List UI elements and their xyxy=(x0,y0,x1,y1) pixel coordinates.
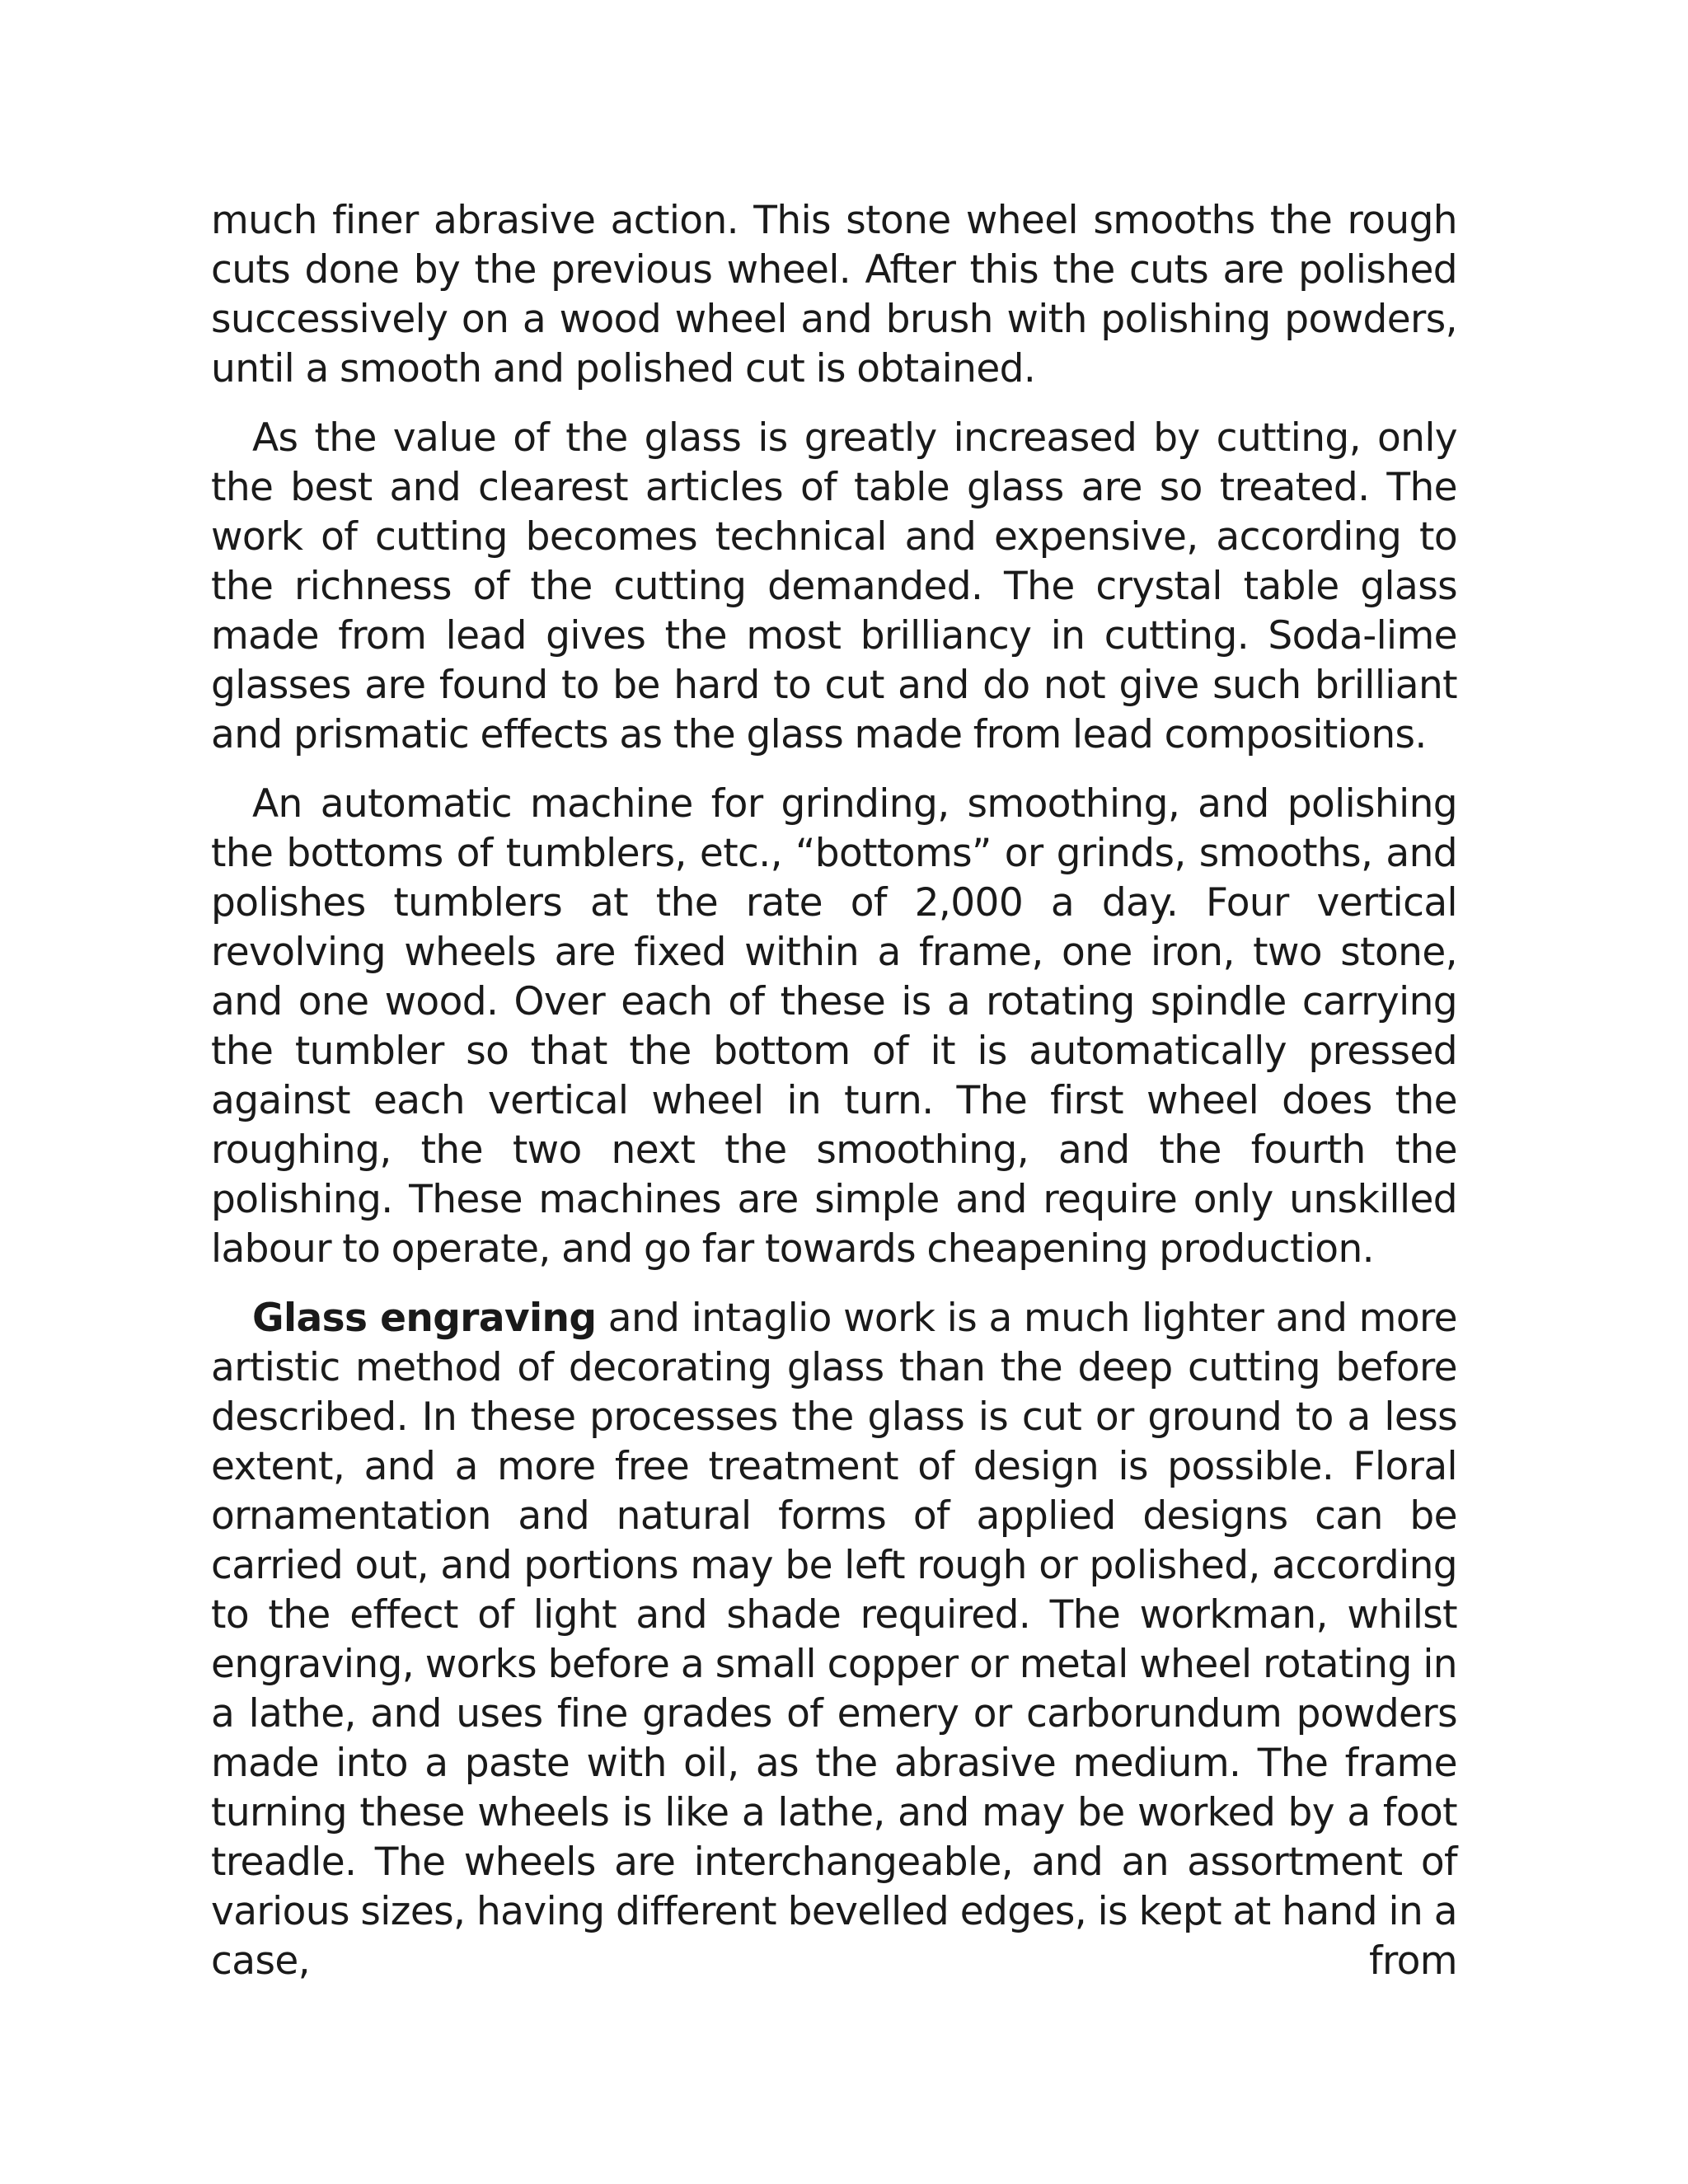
paragraph-cutting-polish xyxy=(211,196,1457,394)
paragraph-automatic-machine xyxy=(211,780,1457,1274)
paragraph-text: As the value of the glass is greatly increased by cutting, only the best and clearest articles of table glass are so treated. The work of cutting becomes technical and expensive, according to the richness of the cutting demanded. The crystal table glass made from lead gives the most brilliancy in cutting. Soda-lime glasses are found to be hard to cut and do not give such brilliant and prismatic effects as the glass made from lead compositions. xyxy=(211,415,1457,757)
paragraph-text: An automatic machine for grinding, smoothing, and polishing the bottoms of tumblers, etc., “bottoms” or grinds, smooths, and polishes tumblers at the rate of 2,000 a day. Four vertical revolving wheels are fixed within a frame, one iron, two stone, and one wood. Over each of these is a rotating spindle carrying the tumbler so that the bottom of it is automatically pressed against each vertical wheel in turn. The first wheel does the roughing, the two next the smoothing, and the fourth the polishing. These machines are simple and require only unskilled labour to operate, and go far towards cheapening production. xyxy=(211,781,1457,1272)
paragraph-text: and intaglio work is a much lighter and more artistic method of decorating glass than the deep cutting before described. In these processes the glass is cut or ground to a less extent, and a more free treatment of design is possible. Floral ornamentation and natural forms of applied designs can be carried out, and portions may be left rough or polished, according to the effect of light and shade required. The workman, whilst engraving, works before a small copper or metal wheel rotating in a lathe, and uses fine grades of emery or carborundum powders made into a paste with oil, as the abrasive medium. The frame turning these wheels is like a lathe, and may be worked by a foot treadle. The wheels are interchangeable, and an assortment of various sizes, having different bevelled edges, is kept at hand in a case, from xyxy=(211,1296,1457,1984)
paragraph-glass-engraving xyxy=(211,1294,1457,1986)
body-text xyxy=(211,196,1457,2006)
glass-engraving-heading: Glass engraving xyxy=(252,1296,597,1341)
paragraph-value-of-glass xyxy=(211,414,1457,760)
paragraph-text: much finer abrasive action. This stone wheel smooths the rough cuts done by the previous wheel. After this the cuts are polished successively on a wood wheel and brush with polishing powders, until a smooth and polished cut is obtained. xyxy=(211,198,1457,391)
